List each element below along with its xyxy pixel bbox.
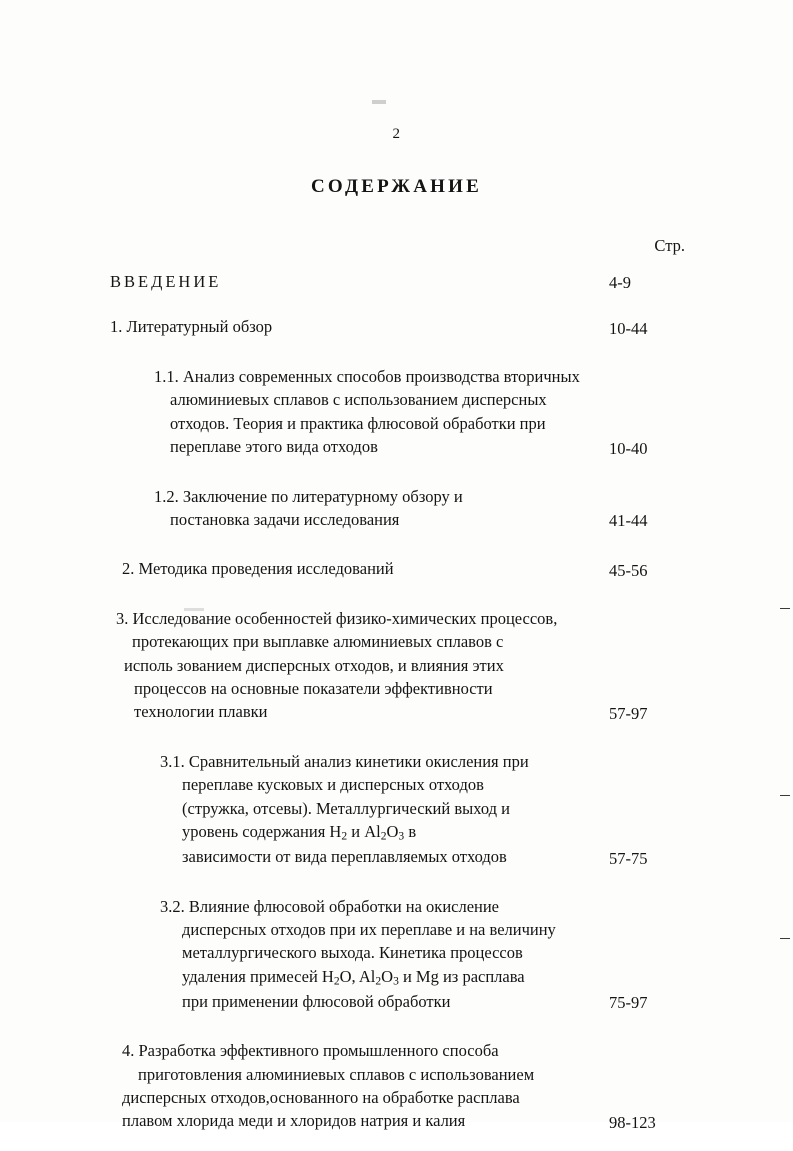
- edge-mark: [780, 795, 790, 796]
- toc-line: дисперсных отходов,основанного на обработке расплава: [122, 1087, 520, 1107]
- toc-entry-section-3-2[interactable]: [110, 895, 695, 1014]
- toc-line: дисперсных отходов при их переплаве и на величину: [182, 919, 556, 939]
- toc-entry-pages: 98-123: [609, 1112, 656, 1132]
- toc-entry-pages: 10-44: [609, 318, 648, 338]
- toc-line: металлургического выхода. Кинетика процессов: [182, 943, 523, 963]
- toc-entry-label: [110, 895, 599, 1014]
- toc-line: 4. Разработка эффективного промышленного способа: [122, 1041, 499, 1061]
- pages-column-header: Стр.: [654, 236, 685, 255]
- toc-entry-label: [110, 365, 599, 459]
- toc-entry-pages: 57-75: [609, 848, 648, 868]
- toc-line: 1.2. Заключение по литературному обзору и: [154, 486, 463, 506]
- page-number: 2: [392, 126, 401, 142]
- toc-entry-pages: 4-9: [609, 273, 631, 293]
- toc-entry-label: [110, 485, 599, 532]
- toc-entry-section-1-1[interactable]: [110, 365, 695, 459]
- toc-line: переплаве этого вида отходов: [170, 437, 378, 457]
- toc-line: 1.1. Анализ современных способов производства вторичных: [154, 366, 580, 386]
- toc-entry-pages: 57-97: [609, 703, 648, 723]
- toc-line: алюминиевых сплавов с использованием дисперсных: [170, 390, 547, 410]
- edge-mark: [780, 608, 790, 609]
- toc-entry-label: [110, 607, 599, 724]
- toc-entry-section-3-1[interactable]: [110, 750, 695, 869]
- toc-line: постановка задачи исследования: [170, 509, 400, 529]
- toc-line: 3. Исследование особенностей физико-химических процессов,: [116, 608, 558, 628]
- toc-entry-label: [110, 750, 599, 869]
- toc-entry-chapter-2[interactable]: [110, 557, 695, 580]
- scan-artifact: [372, 100, 386, 104]
- toc-line: исполь зованием дисперсных отходов, и влияния этих: [124, 655, 504, 675]
- toc-entry-introduction[interactable]: [110, 270, 695, 293]
- toc-entry-label: ВВЕДЕНИЕ: [110, 272, 222, 291]
- toc-entry-label: 2. Методика проведения исследований: [122, 559, 394, 579]
- toc-entry-chapter-3[interactable]: [110, 607, 695, 724]
- toc-line: 3.2. Влияние флюсовой обработки на окисление: [160, 896, 500, 916]
- toc-line: 3.1. Сравнительный анализ кинетики окисления при: [160, 751, 529, 771]
- toc-entry-section-1-2[interactable]: [110, 485, 695, 532]
- toc-line: процессов на основные показатели эффективности: [134, 679, 493, 699]
- toc-line: (стружка, отсевы). Металлургический выход и: [182, 798, 510, 818]
- toc-line: протекающих при выплавке алюминиевых сплавов с: [132, 632, 504, 652]
- toc-line: при применении флюсовой обработки: [182, 991, 451, 1011]
- page-title: СОДЕРЖАНИЕ: [311, 176, 482, 197]
- toc-line: технологии плавки: [134, 702, 268, 722]
- toc-line: отходов. Теория и практика флюсовой обработки при: [170, 413, 546, 433]
- toc-entry-pages: 45-56: [609, 560, 648, 580]
- edge-mark: [780, 938, 790, 939]
- table-of-contents: [110, 236, 695, 1151]
- toc-entry-pages: 75-97: [609, 993, 648, 1013]
- toc-entry-label: [110, 1039, 599, 1133]
- toc-line: переплаве кусковых и дисперсных отходов: [182, 775, 484, 795]
- toc-entry-chapter-4[interactable]: [110, 1039, 695, 1133]
- toc-line: приготовления алюминиевых сплавов с использованием: [138, 1064, 535, 1084]
- toc-line-formula: уровень содержания $H_2$ и $Al_2O_3$ в: [182, 822, 417, 843]
- toc-line: зависимости от вида переплавляемых отходов: [182, 847, 507, 867]
- toc-line: плавом хлорида меди и хлоридов натрия и калия: [122, 1111, 466, 1131]
- toc-entry-pages: 10-40: [609, 438, 648, 458]
- toc-entry-chapter-1[interactable]: [110, 315, 695, 338]
- toc-entry-pages: 41-44: [609, 511, 648, 531]
- toc-line-formula: удаления примесей $H_2O$, $Al_2O_3$ и Mg из расплава: [182, 966, 525, 988]
- toc-entry-label: 1. Литературный обзор: [110, 317, 273, 337]
